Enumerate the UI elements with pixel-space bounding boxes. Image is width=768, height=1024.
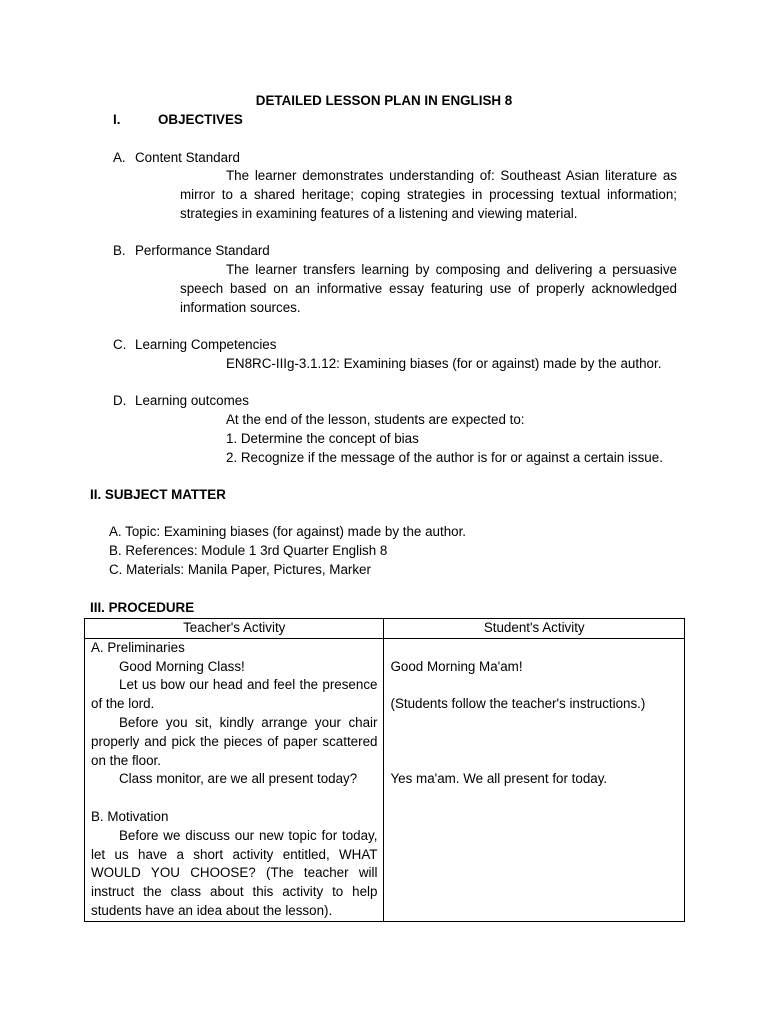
content-standard-text: The learner demonstrates understanding of: Southeast Asian literature as mirror to a shared heritage; coping strategies in processing textual information; strategies in examining features of a listening and viewing material.	[180, 168, 677, 221]
procedure-table	[84, 618, 685, 922]
teacher-arrange-instruction: Before you sit, kindly arrange your chair properly and pick the pieces of paper scattered on the floor.	[91, 714, 378, 768]
spacer	[390, 733, 678, 752]
spacer	[390, 752, 678, 771]
table-row	[85, 638, 685, 921]
item-letter: B.	[113, 243, 126, 258]
subject-matter-line: C. Materials: Manila Paper, Pictures, Marker	[109, 562, 371, 577]
item-letter: C.	[113, 337, 127, 352]
item-heading: Performance Standard	[135, 243, 270, 258]
teacher-activity-cell	[85, 638, 384, 921]
student-greeting: Good Morning Ma'am!	[390, 658, 523, 674]
student-attendance-answer: Yes ma'am. We all present for today.	[390, 771, 608, 787]
table-header-row	[85, 619, 685, 639]
section-title-objectives: OBJECTIVES	[158, 112, 243, 127]
section-title-procedure: III. PROCEDURE	[90, 600, 195, 615]
subject-matter-line: B. References: Module 1 3rd Quarter English 8	[109, 543, 388, 558]
performance-standard-text: The learner transfers learning by composing and delivering a persuasive speech based on an informative essay featuring use of properly acknowledged information sources.	[180, 262, 677, 315]
motivation-heading: B. Motivation	[91, 808, 169, 824]
teacher-attendance-question: Class monitor, are we all present today?	[119, 771, 358, 787]
spacer	[390, 714, 678, 733]
teacher-bow-instruction: Let us bow our head and feel the presence of the lord.	[91, 677, 378, 712]
spacer	[91, 789, 377, 808]
spacer	[390, 639, 678, 658]
motivation-text: Before we discuss our new topic for today, let us have a short activity entitled, WHAT WOULD YOU CHOOSE? (The teacher will instruct the class about this activity to help students have an idea about the lesson).	[91, 827, 378, 918]
document-title: DETAILED LESSON PLAN IN ENGLISH 8	[255, 93, 513, 108]
learning-outcome-item: 1. Determine the concept of bias	[226, 431, 419, 446]
objective-heading-performance-standard	[113, 242, 270, 261]
student-activity-cell	[384, 638, 685, 921]
teacher-greeting: Good Morning Class!	[119, 658, 245, 674]
item-letter: D.	[113, 393, 127, 408]
section-numeral: I.	[113, 112, 121, 127]
learning-outcome-item: 2. Recognize if the message of the author is for or against a certain issue.	[226, 450, 663, 465]
preliminaries-heading: A. Preliminaries	[91, 639, 185, 655]
objective-heading-content-standard	[113, 149, 240, 168]
objective-heading-learning-outcomes	[113, 392, 249, 411]
column-header-teacher: Teacher's Activity	[85, 619, 384, 639]
student-follow-instructions: (Students follow the teacher's instructions.)	[390, 696, 646, 712]
learning-outcomes-intro: At the end of the lesson, students are expected to:	[226, 412, 525, 427]
learning-competencies-text: EN8RC-IIIg-3.1.12: Examining biases (for or against) made by the author.	[226, 356, 662, 371]
item-letter: A.	[113, 150, 126, 165]
item-heading: Content Standard	[135, 150, 240, 165]
column-header-student: Student's Activity	[384, 619, 685, 639]
item-heading: Learning outcomes	[135, 393, 249, 408]
section-title-subject-matter: II. SUBJECT MATTER	[90, 487, 226, 502]
subject-matter-line: A. Topic: Examining biases (for against) made by the author.	[109, 524, 467, 539]
objective-heading-learning-competencies	[113, 336, 276, 355]
item-heading: Learning Competencies	[135, 337, 277, 352]
spacer	[390, 676, 678, 695]
